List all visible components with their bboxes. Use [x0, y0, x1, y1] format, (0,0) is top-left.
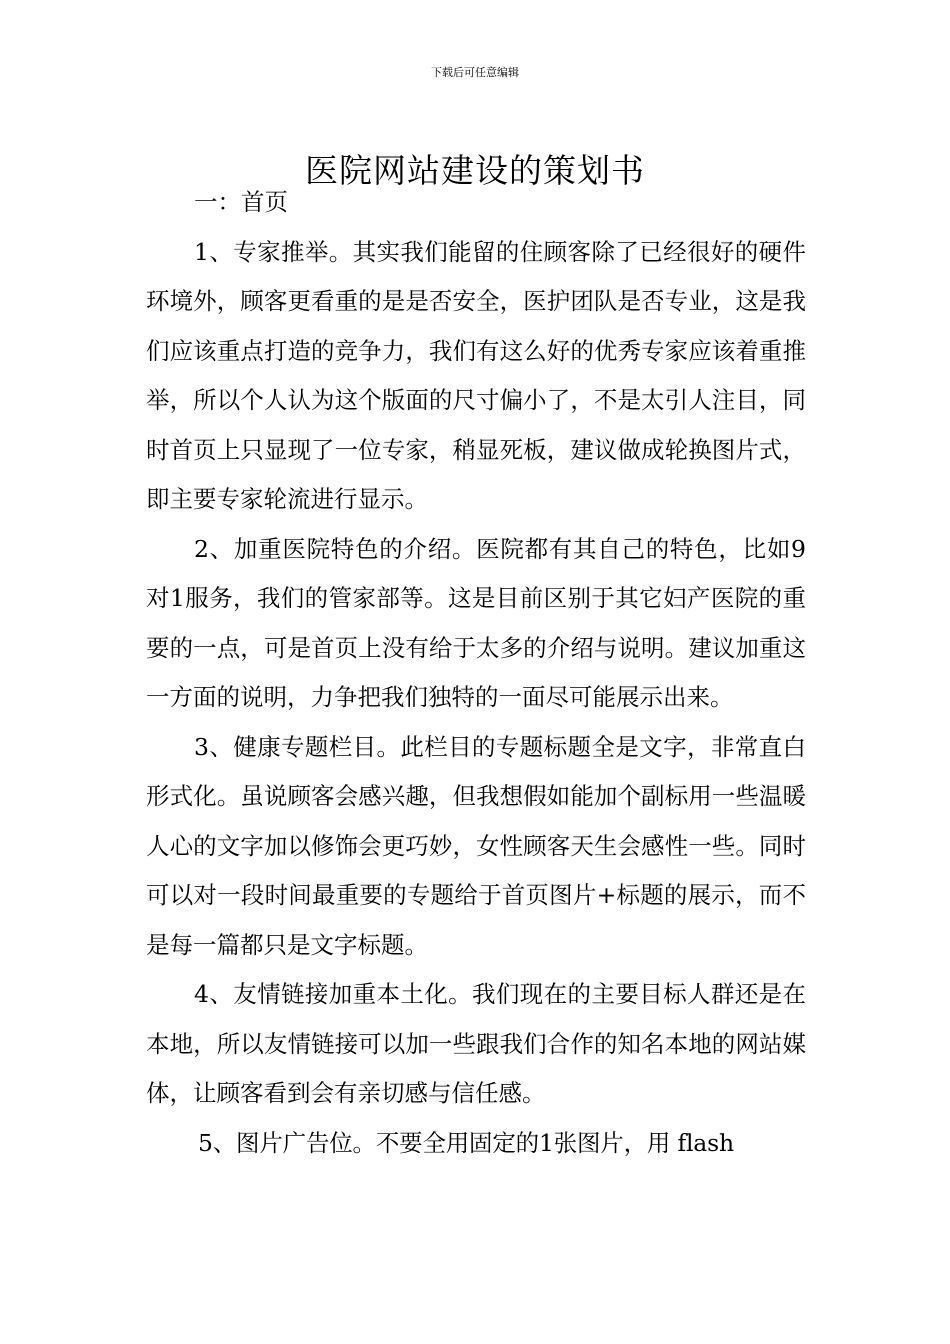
- paragraph-features: 2、加重医院特色的介绍。医院都有其自己的特色，比如9对1服务，我们的管家部等。这是目前区别于其它妇产医院的重要的一点，可是首页上没有给于太多的介绍与说明。建议加重这一方面的说明，力争把我们独特的一面尽可能展示出来。: [146, 534, 806, 711]
- paragraph-health-topics: 3、健康专题栏目。此栏目的专题标题全是文字，非常直白形式化。虽说顾客会感兴趣，但我想假如能加个副标用一些温暖人心的文字加以修饰会更巧妙，女性顾客天生会感性一些。同时可以对一段时间最重要的专题给于首页图片+标题的展示，而不是每一篇都只是文字标题。: [146, 732, 806, 959]
- document-body: [146, 178, 806, 1168]
- paragraph-expert: 1、专家推举。其实我们能留的住顾客除了已经很好的硬件环境外，顾客更看重的是是否安全，医护团队是否专业，这是我们应该重点打造的竞争力，我们有这么好的优秀专家应该着重推举，所以个人认为这个版面的尺寸偏小了，不是太引人注目，同时首页上只显现了一位专家，稍显死板，建议做成轮换图片式，即主要专家轮流进行显示。: [146, 237, 806, 513]
- header-note: 下载后可任意编辑: [431, 66, 519, 79]
- document-title: 医院网站建设的策划书: [305, 151, 645, 191]
- section-heading: 一：首页: [194, 188, 288, 216]
- paragraph-image-ads: 5、图片广告位。不要全用固定的1张图片，用 flash: [198, 1128, 734, 1157]
- paragraph-friend-links: 4、友情链接加重本土化。我们现在的主要目标人群还是在本地，所以友情链接可以加一些跟我们合作的知名本地的网站媒体，让顾客看到会有亲切感与信任感。: [146, 980, 806, 1107]
